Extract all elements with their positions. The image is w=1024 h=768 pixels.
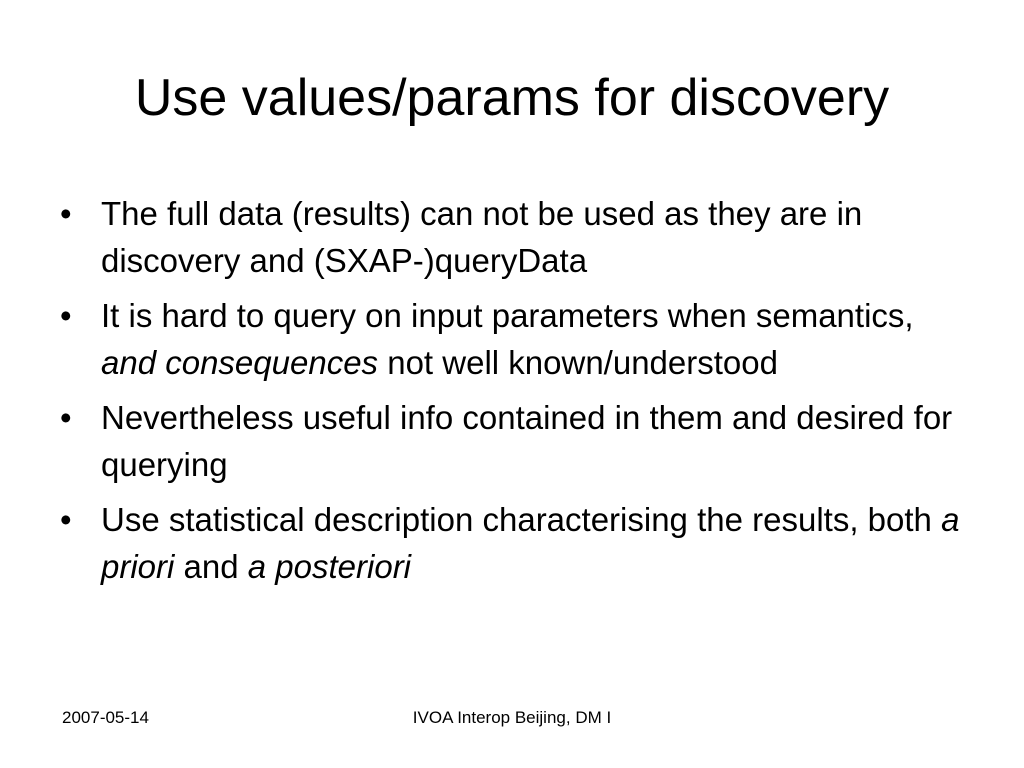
bullet-text — [101, 297, 914, 381]
bullet-item — [60, 190, 960, 284]
bullet-marker: • — [60, 399, 72, 436]
bullet-text-segment: and — [174, 548, 248, 585]
bullet-item — [60, 292, 960, 386]
bullet-text-italic: and consequences — [101, 344, 379, 381]
bullet-marker: • — [60, 195, 72, 232]
bullet-list — [60, 190, 960, 598]
bullet-text — [101, 399, 952, 483]
bullet-text-segment: Use statistical description characterising the results, both — [101, 501, 942, 538]
bullet-text-segment: Nevertheless useful info contained in them and desired for querying — [101, 399, 953, 483]
bullet-marker: • — [60, 501, 72, 538]
slide-title: Use values/params for discovery — [134, 69, 890, 127]
bullet-text-segment: not well known/understood — [378, 344, 778, 381]
bullet-text — [101, 195, 862, 279]
bullet-text — [101, 501, 959, 585]
bullet-text-italic: a posteriori — [247, 548, 412, 585]
bullet-text-segment: It is hard to query on input parameters when semantics, — [101, 297, 914, 334]
bullet-item — [60, 394, 960, 488]
footer-center-text: IVOA Interop Beijing, DM I — [412, 708, 612, 727]
bullet-text-italic: a priori — [101, 501, 960, 585]
footer-date: 2007-05-14 — [62, 708, 149, 727]
bullet-marker: • — [60, 297, 72, 334]
bullet-item — [60, 496, 960, 590]
bullet-text-segment: The full data (results) can not be used as they are in discovery and (SXAP-)queryData — [101, 195, 863, 279]
